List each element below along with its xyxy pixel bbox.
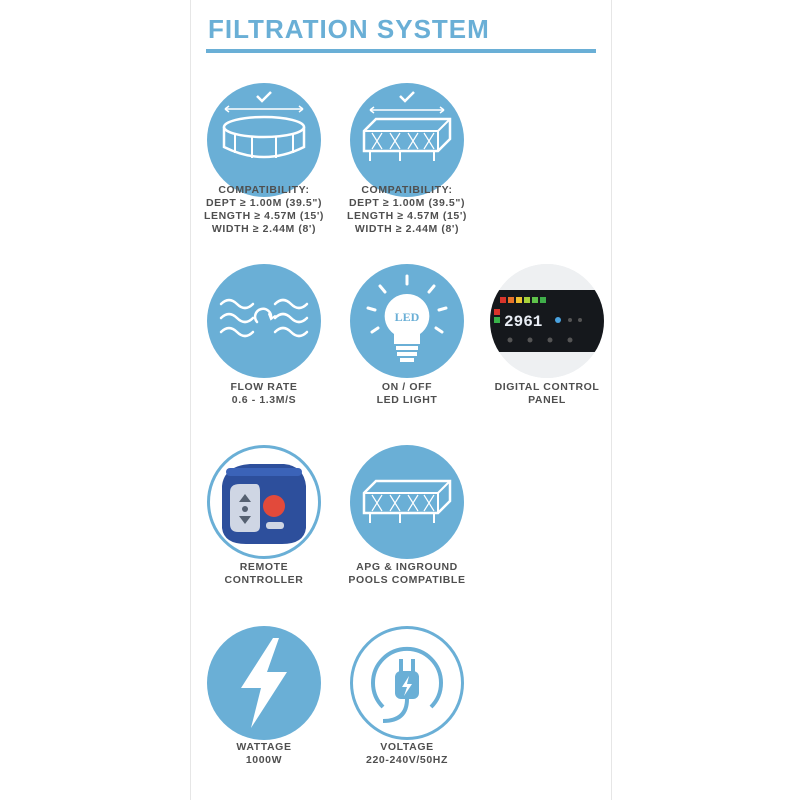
caption-line: LED LIGHT (376, 394, 438, 406)
caption-line: VOLTAGE (380, 741, 434, 753)
temperature-display: 2961 (504, 313, 543, 331)
digital-panel-caption (467, 381, 627, 407)
wattage-caption (184, 741, 344, 767)
caption-line: LENGTH ≥ 4.57M (15') (203, 210, 325, 222)
voltage-caption (327, 741, 487, 767)
caption-line: DEPT ≥ 1.00M (39.5") (348, 197, 466, 209)
caption-line: 0.6 - 1.3M/S (231, 394, 297, 406)
caption-line: DIGITAL CONTROL (494, 381, 600, 393)
digital-control-panel-image (490, 264, 604, 378)
caption-line: WIDTH ≥ 2.44M (8') (211, 223, 317, 235)
caption-line: REMOTE (239, 561, 289, 573)
caption-line: FLOW RATE (230, 381, 298, 393)
caption-line: LENGTH ≥ 4.57M (15') (346, 210, 468, 222)
rectangular-frame-pool-icon (350, 83, 464, 197)
caption-line: PANEL (528, 394, 566, 406)
caption-line: COMPATIBILITY: (361, 184, 453, 196)
caption-line: WATTAGE (236, 741, 292, 753)
remote-controller-image (207, 445, 321, 559)
led-bulb-icon (350, 264, 464, 378)
apg-inground-pool-icon (350, 445, 464, 559)
compatibility-rect-caption (327, 184, 487, 236)
lightning-bolt-icon (207, 626, 321, 740)
caption-line: COMPATIBILITY: (218, 184, 310, 196)
led-label: LED (394, 310, 420, 324)
caption-line: APG & INGROUND (356, 561, 458, 573)
round-frame-pool-icon (207, 83, 321, 197)
led-light-caption (327, 381, 487, 407)
caption-line: POOLS COMPATIBLE (348, 574, 466, 586)
apg-inground-caption (327, 561, 487, 587)
flow-rate-caption (184, 381, 344, 407)
title-underline (206, 49, 596, 53)
power-plug-icon (350, 626, 464, 740)
remote-controller-caption (184, 561, 344, 587)
compatibility-round-caption (184, 184, 344, 236)
caption-line: CONTROLLER (224, 574, 304, 586)
caption-line: 1000W (245, 754, 283, 766)
caption-line: WIDTH ≥ 2.44M (8') (354, 223, 460, 235)
caption-line: ON / OFF (381, 381, 433, 393)
page-title: FILTRATION SYSTEM (208, 14, 490, 44)
caption-line: 220-240V/50HZ (366, 754, 448, 766)
caption-line: DEPT ≥ 1.00M (39.5") (205, 197, 323, 209)
water-flow-icon (207, 264, 321, 378)
